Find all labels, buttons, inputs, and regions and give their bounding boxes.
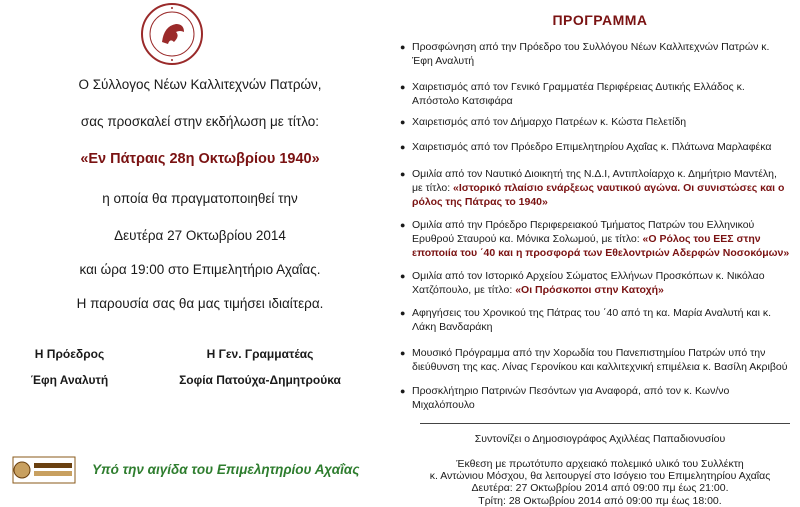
- bullet-icon: ●: [400, 142, 406, 152]
- bullet-icon: ●: [400, 386, 406, 396]
- event-title: «Εν Πάτραις 28η Οκτωβρίου 1940»: [80, 151, 320, 167]
- bullet-icon: ●: [400, 220, 406, 230]
- program-item-text: [412, 384, 790, 412]
- invitation-line-4: η οποία θα πραγματοποιηθεί την: [102, 191, 298, 206]
- coordinator-text: Συντονίζει ο Δημοσιογράφος Αχιλλέας Παπαδιονυσίου: [474, 433, 726, 445]
- program-item-talk-title: «Ο Ρόλος του ΕΕΣ στην εποποιία του ΄40 και η προσφορά των Εθελοντριών Αδερφών Νοσοκόμων»: [412, 233, 790, 259]
- program-item-text: [412, 346, 790, 374]
- exhibition-line: Έκθεση με πρωτότυπο αρχειακό πολεμικό υλικό του Συλλέκτη: [456, 458, 744, 470]
- bullet-icon: ●: [400, 308, 406, 318]
- program-item-text: [412, 80, 790, 108]
- invitation-line-2: σας προσκαλεί στην εκδήλωση με τίτλο:: [80, 114, 320, 129]
- program-item-body: Προσκλήτηριο Πατρινών Πεσόντων για Αναφορά, από τον κ. Κων/νο Μιχαλόπουλο: [412, 385, 730, 411]
- program-item-talk-title: «Ιστορικό πλαίσιο ενάρξεως ναυτικού αγώνα. Οι συνιστώσες και ο ρόλος της Πάτρας το 1940»: [412, 182, 785, 208]
- program-item-body: Ομιλία από τον Ναυτικό Διοικητή της Ν.Δ.Ι, Αντιπλοίαρχο κ. Δημήτριο Μαντέλη, με τίτλο:: [412, 168, 777, 194]
- bullet-icon: ●: [400, 271, 406, 281]
- bullet-icon: ●: [400, 169, 406, 179]
- program-item-body: Προσφώνηση από την Πρόεδρο του Συλλόγου Νέων Καλλιτεχνών Πατρών κ. Έφη Αναλυτή: [412, 41, 770, 67]
- program-item-text: [412, 40, 790, 68]
- secretary-name: Σοφία Πατούχα-Δημητρούκα: [179, 373, 341, 387]
- bullet-icon: ●: [400, 82, 406, 92]
- exhibition-line: Τρίτη: 28 Οκτωβρίου 2014 από 09:00 πμ έως 18:00.: [478, 494, 722, 507]
- program-item-body: Ομιλία από τον Ιστορικό Αρχείου Σώματος Ελλήνων Προσκόπων κ. Νικόλαο Χατζόπουλο, με τίτλο:: [412, 270, 765, 296]
- program-item-text: [412, 306, 790, 334]
- event-date: Δευτέρα 27 Οκτωβρίου 2014: [114, 228, 286, 243]
- bullet-icon: ●: [400, 42, 406, 52]
- auspices-text: Υπό την αιγίδα του Επιμελητηρίου Αχαΐας: [92, 462, 360, 477]
- association-logo: [140, 2, 204, 66]
- chamber-logo: [12, 456, 76, 484]
- program-item-body: Αφηγήσεις του Χρονικού της Πάτρας του ΄40 από τη κα. Μαρία Αναλυτή και κ. Λάκη Βανδαράκη: [412, 307, 772, 333]
- president-role: Η Πρόεδρος: [34, 347, 105, 361]
- program-item-body: Ομιλία από την Πρόεδρο Περιφερειακού Τμήματος Πατρών του Ελληνικού Ερυθρού Σταυρού κα. Μόνικα Σολωμού, με τίτλο:: [412, 219, 755, 245]
- exhibition-info: [400, 458, 800, 507]
- president-name: Έφη Αναλυτή: [30, 373, 109, 387]
- bullet-icon: ●: [400, 117, 406, 127]
- bullet-icon: ●: [400, 348, 406, 358]
- program-item-body: Χαιρετισμός από τον Πρόεδρο Επιμελητηρίου Αχαΐας κ. Πλάτωνα Μαρλαφέκα: [412, 141, 772, 153]
- divider: [420, 423, 790, 424]
- invitation-line-1: Ο Σύλλογος Νέων Καλλιτεχνών Πατρών,: [78, 77, 322, 92]
- program-item-body: Χαιρετισμός από τον Δήμαρχο Πατρέων κ. Κώστα Πελετίδη: [412, 116, 687, 128]
- exhibition-line: κ. Αντώνιου Μόσχου, θα λειτουργεί στο Ισόγειο του Επιμελητηρίου Αχαΐας: [429, 470, 771, 483]
- program-item-text: [412, 167, 790, 209]
- program-item-text: [412, 269, 790, 297]
- program-item-text: [412, 218, 790, 260]
- program-item-talk-title: «Οι Πρόσκοποι στην Κατοχή»: [515, 284, 664, 296]
- event-time-place: και ώρα 19:00 στο Επιμελητήριο Αχαΐας.: [79, 262, 321, 277]
- program-item-text: [412, 140, 790, 154]
- program-item-text: [412, 115, 790, 129]
- program-item-body: Μουσικό Πρόγραμμα από την Χορωδία του Πανεπιστημίου Πατρών υπό την διεύθυνση της κας. Λίνας Γερονίκου και καλλιτεχνική επιμέλεια κ. Βασίλη Ακριβού: [412, 347, 788, 373]
- program-item-body: Χαιρετισμός από τον Γενικό Γραμματέα Περιφέρειας Δυτικής Ελλάδος κ. Απόστολο Κατσιφάρα: [412, 81, 745, 107]
- secretary-role: Η Γεν. Γραμματέας: [206, 347, 314, 361]
- program-title: ΠΡΟΓΡΑΜΜΑ: [552, 12, 648, 28]
- invitation-closing: Η παρουσία σας θα μας τιμήσει ιδιαίτερα.: [76, 296, 324, 311]
- exhibition-line: Δευτέρα: 27 Οκτωβρίου 2014 από 09:00 πμ έως 21:00.: [471, 482, 729, 495]
